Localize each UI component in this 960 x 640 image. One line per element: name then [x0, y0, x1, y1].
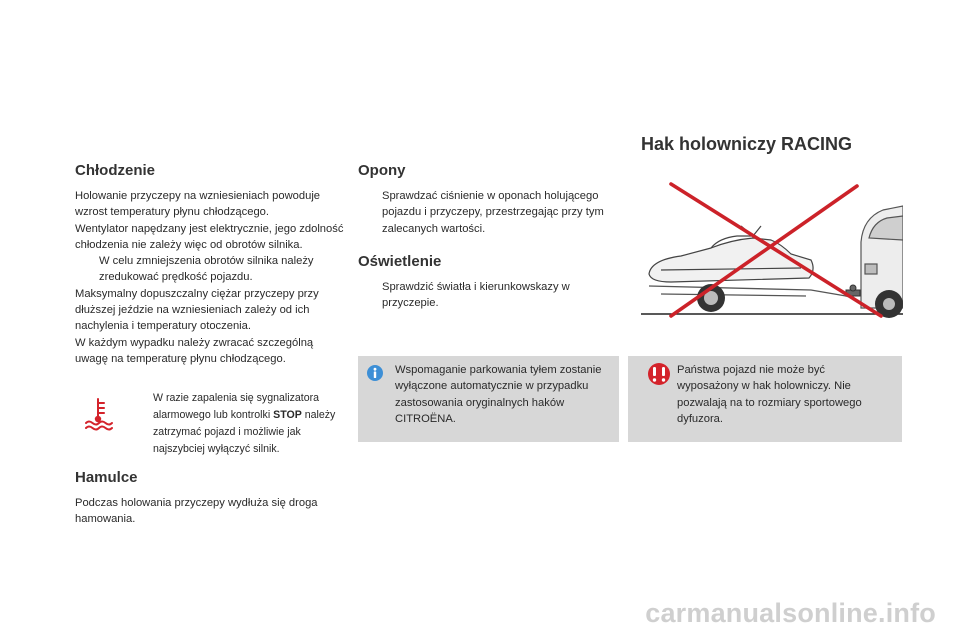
- info-icon: [367, 365, 383, 381]
- tyres-title: Opony: [358, 162, 406, 179]
- brakes-title: Hamulce: [75, 469, 138, 486]
- cooling-paragraph-4: W każdym wypadku należy zwracać szczególną uwagę na temperaturę płynu chłodzącego.: [75, 336, 314, 365]
- cooling-paragraph-2: Wentylator napędzany jest elektrycznie, jego zdolność chłodzenia nie zależy więc od obrotów silnika.: [75, 222, 344, 251]
- trailer: [649, 286, 853, 298]
- warning-text-before: W razie zapalenia się sygnalizatora alarmowego lub kontrolki: [153, 392, 320, 421]
- stop-keyword: STOP: [273, 409, 302, 421]
- info-text: Wspomaganie parkowania tyłem zostanie wyłączone automatycznie w przypadku zastosowania oryginalnych haków CITROËNA.: [395, 364, 602, 425]
- cooling-paragraph-3: Maksymalny dopuszczalny ciężar przyczepy przy dłuższej jeździe na wzniesieniach zależy od ich nachylenia i temperatury otoczenia.: [75, 287, 319, 333]
- cooling-body: [75, 188, 345, 367]
- warning-text-after: należy zatrzymać pojazd i możliwie jak najszybciej wyłączyć silnik.: [153, 409, 336, 455]
- cooling-paragraph-1: Holowanie przyczepy na wzniesieniach powoduje wzrost temperatury płynu chłodzącego.: [75, 190, 321, 219]
- section-title: Hak holowniczy RACING: [641, 134, 853, 154]
- warning-text: Państwa pojazd nie może być wyposażony w hak holowniczy. Nie pozwalają na to rozmiary sportowego dyfuzora.: [677, 364, 862, 425]
- info-box: [358, 356, 619, 442]
- middle-column: [358, 162, 608, 311]
- brakes-section: [75, 469, 345, 528]
- lighting-title: Oświetlenie: [358, 252, 442, 270]
- crossed-out-towing-illustration: [641, 178, 903, 320]
- coolant-temperature-icon: [84, 397, 114, 431]
- coolant-warning-bullet: [130, 390, 340, 458]
- brakes-text: Podczas holowania przyczepy wydłuża się droga hamowania.: [75, 497, 318, 526]
- warning-box: [628, 356, 902, 442]
- lighting-bullet: [358, 279, 608, 312]
- lighting-bullet-text: Sprawdzić światła i kierunkowskazy w przyczepie.: [382, 280, 570, 310]
- cooling-title: Chłodzenie: [75, 162, 156, 179]
- watermark: carmanualsonline.info: [645, 598, 936, 628]
- coolant-warning-text: [130, 390, 340, 458]
- tyres-bullet: [358, 188, 608, 237]
- cooling-bullet-text: W celu zmniejszenia obrotów silnika należy zredukować prędkość pojazdu.: [99, 255, 314, 284]
- cooling-bullet: [75, 253, 345, 286]
- cooling-section: [75, 162, 345, 367]
- tyres-bullet-text: Sprawdzać ciśnienie w oponach holującego pojazdu i przyczepy, przestrzegając przy tym zalecanych wartości.: [382, 190, 604, 235]
- exclamation-warning-icon: [648, 363, 670, 385]
